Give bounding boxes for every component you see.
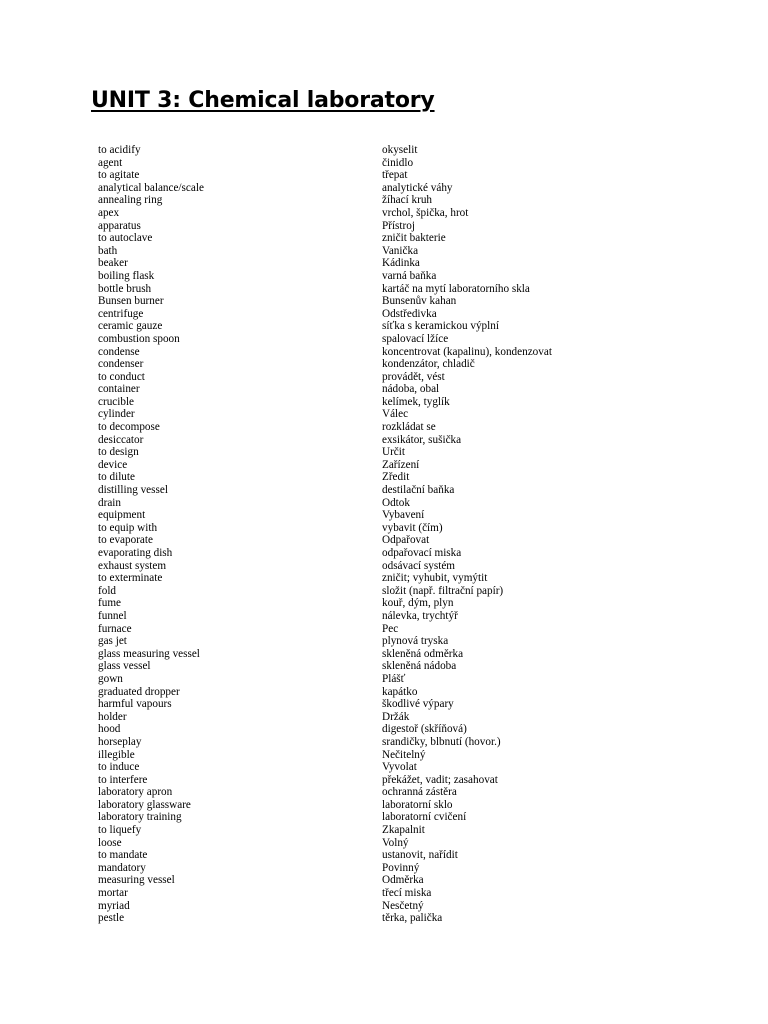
english-term: funnel (98, 609, 127, 622)
czech-translation: třepat (382, 169, 408, 182)
czech-translation: žíhací kruh (382, 194, 433, 207)
czech-translation: Plášť (382, 672, 406, 685)
vocab-row (98, 862, 718, 875)
vocab-row (98, 509, 718, 522)
czech-translation: skleněná nádoba (382, 660, 457, 673)
english-term: combustion spoon (98, 332, 180, 345)
vocab-row (98, 711, 718, 724)
czech-translation: Držák (382, 710, 410, 723)
vocab-row (98, 245, 718, 258)
english-term: to exterminate (98, 572, 163, 585)
english-term: to agitate (98, 169, 140, 182)
english-term: mortar (98, 887, 128, 900)
czech-translation: exsikátor, sušička (382, 433, 462, 446)
english-term: to liquefy (98, 824, 142, 837)
english-term: condenser (98, 358, 144, 371)
vocab-row (98, 471, 718, 484)
vocab-row (98, 811, 718, 824)
english-term: exhaust system (98, 559, 167, 572)
vocab-row (98, 874, 718, 887)
vocab-row (98, 597, 718, 610)
english-term: distilling vessel (98, 484, 168, 497)
vocab-row (98, 207, 718, 220)
english-term: gown (98, 672, 123, 685)
czech-translation: Vyvolat (382, 761, 417, 774)
czech-translation: plynová tryska (382, 635, 449, 648)
english-term: loose (98, 836, 122, 849)
vocab-row (98, 799, 718, 812)
english-term: myriad (98, 899, 130, 912)
czech-translation: Zředit (382, 471, 410, 484)
vocab-row (98, 723, 718, 736)
english-term: beaker (98, 257, 128, 270)
english-term: glass vessel (98, 660, 151, 673)
vocab-row (98, 698, 718, 711)
vocab-row (98, 749, 718, 762)
english-term: pestle (98, 912, 125, 925)
english-term: bottle brush (98, 282, 152, 295)
czech-translation: nádoba, obal (382, 383, 440, 396)
english-term: measuring vessel (98, 874, 175, 887)
vocab-row (98, 220, 718, 233)
czech-translation: koncentrovat (kapalinu), kondenzovat (382, 345, 552, 358)
vocab-row (98, 887, 718, 900)
english-term: laboratory apron (98, 786, 173, 799)
english-term: to mandate (98, 849, 148, 862)
czech-translation: laboratorní cvičení (382, 811, 467, 824)
czech-translation: laboratorní sklo (382, 798, 453, 811)
english-term: laboratory glassware (98, 798, 191, 811)
english-term: agent (98, 156, 123, 169)
czech-translation: Pec (382, 622, 399, 635)
czech-translation: ochranná zástěra (382, 786, 457, 799)
vocab-row (98, 371, 718, 384)
vocab-row (98, 358, 718, 371)
czech-translation: vrchol, špička, hrot (382, 206, 469, 219)
vocab-row (98, 257, 718, 270)
vocab-row (98, 912, 718, 925)
english-term: analytical balance/scale (98, 181, 204, 194)
vocab-row (98, 484, 718, 497)
czech-translation: kartáč na mytí laboratorního skla (382, 282, 530, 295)
czech-translation: vybavit (čím) (382, 521, 443, 534)
vocab-row (98, 396, 718, 409)
vocab-row (98, 194, 718, 207)
czech-translation: Nečitelný (382, 748, 426, 761)
czech-translation: kapátko (382, 685, 418, 698)
czech-translation: zničit; vyhubit, vymýtit (382, 572, 488, 585)
czech-translation: Válec (382, 408, 409, 421)
vocab-row (98, 408, 718, 421)
vocab-row (98, 660, 718, 673)
vocab-row (98, 635, 718, 648)
czech-translation: digestoř (skříňová) (382, 723, 467, 736)
czech-translation: překážet, vadit; zasahovat (382, 773, 498, 786)
english-term: condense (98, 345, 140, 358)
vocab-row (98, 270, 718, 283)
czech-translation: Odpařovat (382, 534, 430, 547)
english-term: horseplay (98, 735, 142, 748)
czech-translation: Zkapalnit (382, 824, 425, 837)
vocab-row (98, 774, 718, 787)
vocab-row (98, 761, 718, 774)
english-term: container (98, 383, 140, 396)
czech-translation: činidlo (382, 156, 414, 169)
czech-translation: Vanička (382, 244, 419, 257)
czech-translation: Povinný (382, 861, 420, 874)
english-term: evaporating dish (98, 547, 173, 559)
vocab-row (98, 572, 718, 585)
vocab-row (98, 585, 718, 598)
vocab-row (98, 648, 718, 661)
vocab-row (98, 169, 718, 182)
czech-translation: varná baňka (382, 269, 437, 282)
vocab-row (98, 295, 718, 308)
english-term: equipment (98, 509, 146, 522)
czech-translation: síťka s keramickou výplní (382, 320, 499, 333)
english-term: apparatus (98, 219, 141, 232)
vocab-row (98, 182, 718, 195)
czech-translation: Odtok (382, 496, 410, 509)
czech-translation: složit (např. filtrační papír) (382, 584, 504, 597)
english-term: centrifuge (98, 307, 144, 320)
english-term: fold (98, 584, 117, 597)
vocabulary-list (98, 144, 718, 925)
vocab-row (98, 900, 718, 913)
vocab-row (98, 283, 718, 296)
english-term: bath (98, 244, 118, 257)
english-term: hood (98, 723, 121, 736)
czech-translation: odpařovací miska (382, 547, 462, 559)
czech-translation: kelímek, tyglík (382, 395, 450, 408)
vocab-row (98, 686, 718, 699)
english-term: to acidify (98, 144, 141, 156)
english-term: apex (98, 206, 120, 219)
czech-translation: Nesčetný (382, 899, 424, 912)
vocab-row (98, 522, 718, 535)
vocab-row (98, 849, 718, 862)
czech-translation: Bunsenův kahan (382, 295, 457, 308)
vocab-row (98, 497, 718, 510)
page-title: UNIT 3: Chemical laboratory (91, 88, 435, 113)
vocab-row (98, 446, 718, 459)
english-term: boiling flask (98, 269, 155, 282)
vocab-row (98, 157, 718, 170)
english-term: to conduct (98, 370, 145, 383)
english-term: holder (98, 710, 127, 723)
vocab-row (98, 837, 718, 850)
english-term: device (98, 458, 128, 471)
english-term: to dilute (98, 471, 135, 484)
vocab-row (98, 308, 718, 321)
czech-translation: Kádinka (382, 257, 420, 270)
czech-translation: škodlivé výpary (382, 698, 454, 711)
czech-translation: skleněná odměrka (382, 647, 464, 660)
vocab-row (98, 534, 718, 547)
english-term: to induce (98, 761, 140, 774)
czech-translation: třecí miska (382, 887, 432, 900)
vocab-row (98, 610, 718, 623)
vocab-row (98, 320, 718, 333)
vocab-row (98, 333, 718, 346)
english-term: to design (98, 446, 139, 459)
czech-translation: nálevka, trychtýř (382, 609, 458, 622)
english-term: cylinder (98, 408, 135, 421)
english-term: crucible (98, 395, 135, 408)
czech-translation: srandičky, blbnutí (hovor.) (382, 735, 501, 748)
english-term: harmful vapours (98, 698, 172, 711)
czech-translation: těrka, palička (382, 912, 443, 925)
vocab-row (98, 786, 718, 799)
english-term: to interfere (98, 773, 148, 786)
english-term: drain (98, 496, 121, 509)
czech-translation: Určit (382, 446, 405, 459)
vocab-row (98, 232, 718, 245)
czech-translation: analytické váhy (382, 181, 453, 194)
czech-translation: Odstředivka (382, 307, 437, 320)
vocab-row (98, 673, 718, 686)
english-term: to autoclave (98, 232, 153, 245)
vocab-row (98, 824, 718, 837)
english-term: illegible (98, 748, 135, 761)
english-term: mandatory (98, 861, 146, 874)
english-term: gas jet (98, 635, 127, 648)
english-term: desiccator (98, 433, 144, 446)
english-term: furnace (98, 622, 132, 635)
czech-translation: odsávací systém (382, 559, 456, 572)
english-term: fume (98, 597, 121, 610)
czech-translation: Vybavení (382, 509, 425, 522)
czech-translation: okyselit (382, 144, 418, 156)
vocab-row (98, 547, 718, 560)
english-term: to equip with (98, 521, 158, 534)
vocab-row (98, 383, 718, 396)
czech-translation: kouř, dým, plyn (382, 597, 454, 610)
vocab-row (98, 434, 718, 447)
vocab-row (98, 736, 718, 749)
czech-translation: ustanovit, nařídit (382, 849, 458, 862)
vocab-row (98, 623, 718, 636)
english-term: annealing ring (98, 194, 163, 207)
czech-translation: spalovací lžíce (382, 332, 449, 345)
english-term: to decompose (98, 421, 160, 434)
english-term: ceramic gauze (98, 320, 163, 333)
english-term: laboratory training (98, 811, 182, 824)
czech-translation: zničit bakterie (382, 232, 446, 245)
vocab-row (98, 144, 718, 157)
czech-translation: Přístroj (382, 219, 415, 232)
czech-translation: rozkládat se (382, 421, 436, 434)
czech-translation: kondenzátor, chladič (382, 358, 475, 371)
english-term: to evaporate (98, 534, 153, 547)
czech-translation: provádět, vést (382, 370, 445, 383)
czech-translation: Zařízení (382, 458, 420, 471)
english-term: glass measuring vessel (98, 647, 200, 660)
czech-translation: Volný (382, 836, 409, 849)
vocab-row (98, 459, 718, 472)
english-term: Bunsen burner (98, 295, 164, 308)
vocab-row (98, 421, 718, 434)
vocab-row (98, 560, 718, 573)
czech-translation: destilační baňka (382, 484, 455, 497)
vocab-row (98, 346, 718, 359)
czech-translation: Odměrka (382, 874, 424, 887)
english-term: graduated dropper (98, 685, 180, 698)
